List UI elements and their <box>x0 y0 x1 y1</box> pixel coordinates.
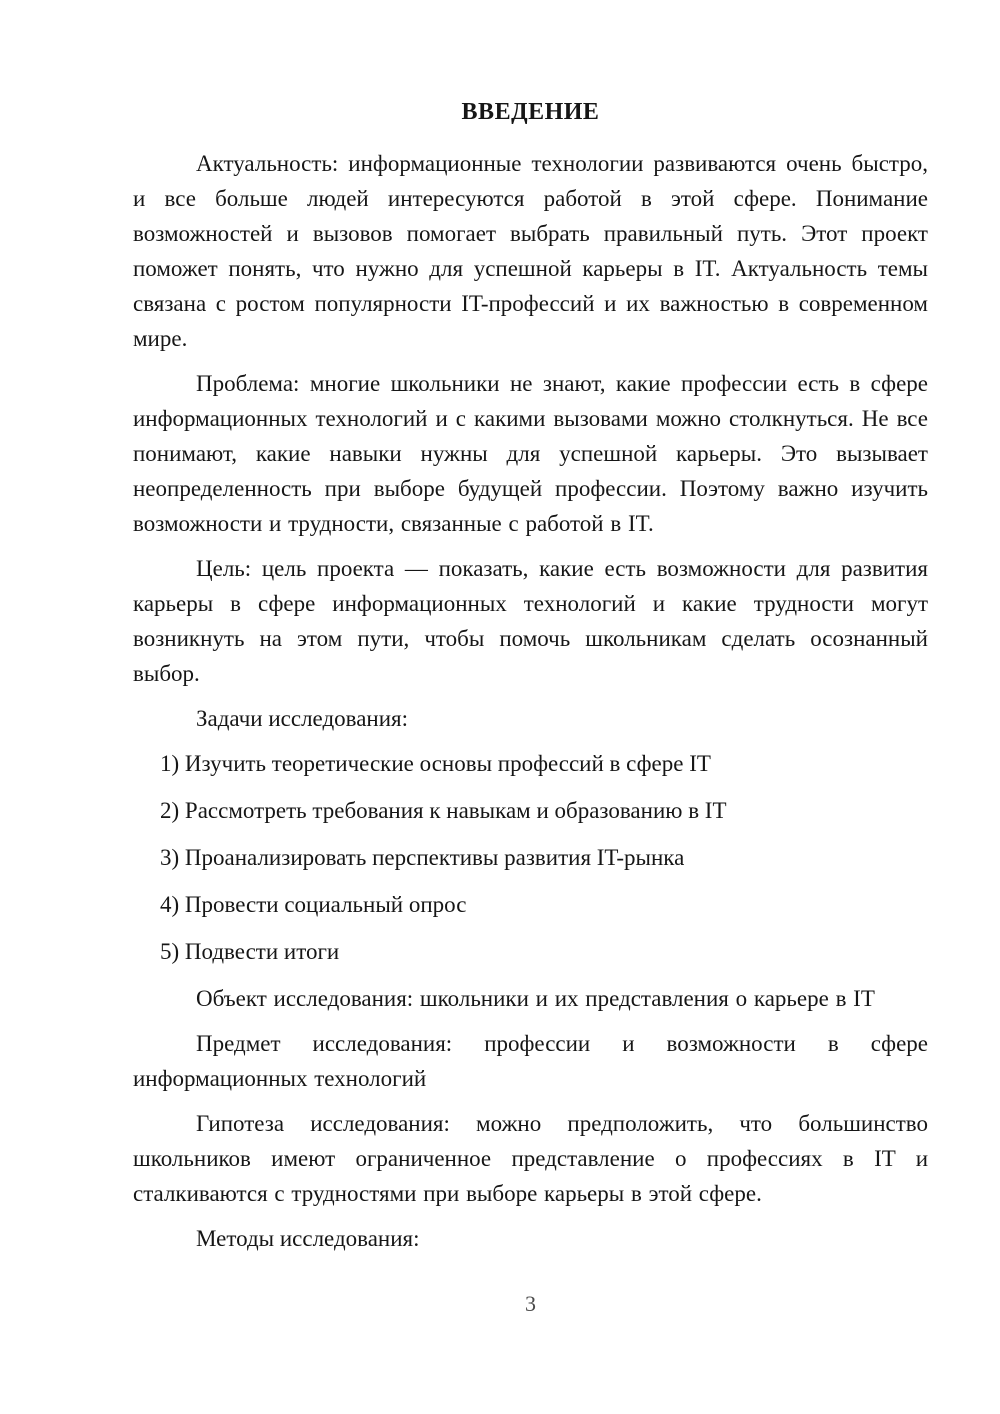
task-item-1: 1) Изучить теоретические основы профессий в сфере IT <box>160 751 711 776</box>
task-item-3: 3) Проанализировать перспективы развития IT-рынка <box>160 845 685 870</box>
paragraph-gipoteza: Гипотеза исследования: можно предположить, что большинство школьников имеют ограниченное представление о профессиях в IT и сталкиваются с трудностями при выборе карьеры в этой сфере. <box>133 1111 928 1206</box>
task-item-4: 4) Провести социальный опрос <box>160 892 467 917</box>
paragraph-obekt: Объект исследования: школьники и их представления о карьере в IT <box>196 986 875 1011</box>
task-item-5: 5) Подвести итоги <box>160 939 340 964</box>
methods-heading: Методы исследования: <box>196 1226 420 1251</box>
page-footer <box>133 1290 928 1318</box>
page-title: ВВЕДЕНИЕ <box>461 99 600 125</box>
paragraph-tsel: Цель: цель проекта — показать, какие есть возможности для развития карьеры в сфере информационных технологий и какие трудности могут возникнуть на этом пути, чтобы помочь школьникам сделать осознанный выбор. <box>133 556 928 686</box>
paragraph-problema: Проблема: многие школьники не знают, какие профессии есть в сфере информационных технологий и с какими вызовами можно столкнуться. Не все понимают, какие навыки нужны для успешной карьеры. Это вызывает неопределенность при выборе будущей профессии. Поэтому важно изучить возможности и трудности, связанные с работой в IT. <box>133 371 928 536</box>
paragraph-aktualnost: Актуальность: информационные технологии развиваются очень быстро, и все больше людей интересуются работой в этой сфере. Понимание возможностей и вызовов помогает выбрать правильный путь. Этот проект поможет понять, что нужно для успешной карьеры в IT. Актуальность темы связана с ростом популярности IT-профессий и их важностью в современном мире. <box>133 151 928 351</box>
tasks-heading: Задачи исследования: <box>196 706 409 731</box>
paragraph-predmet: Предмет исследования: профессии и возможности в сфере информационных технологий <box>133 1031 928 1091</box>
page-number: 3 <box>525 1291 536 1316</box>
tasks-list <box>133 746 928 969</box>
task-item-2: 2) Рассмотреть требования к навыкам и образованию в IT <box>160 798 727 823</box>
